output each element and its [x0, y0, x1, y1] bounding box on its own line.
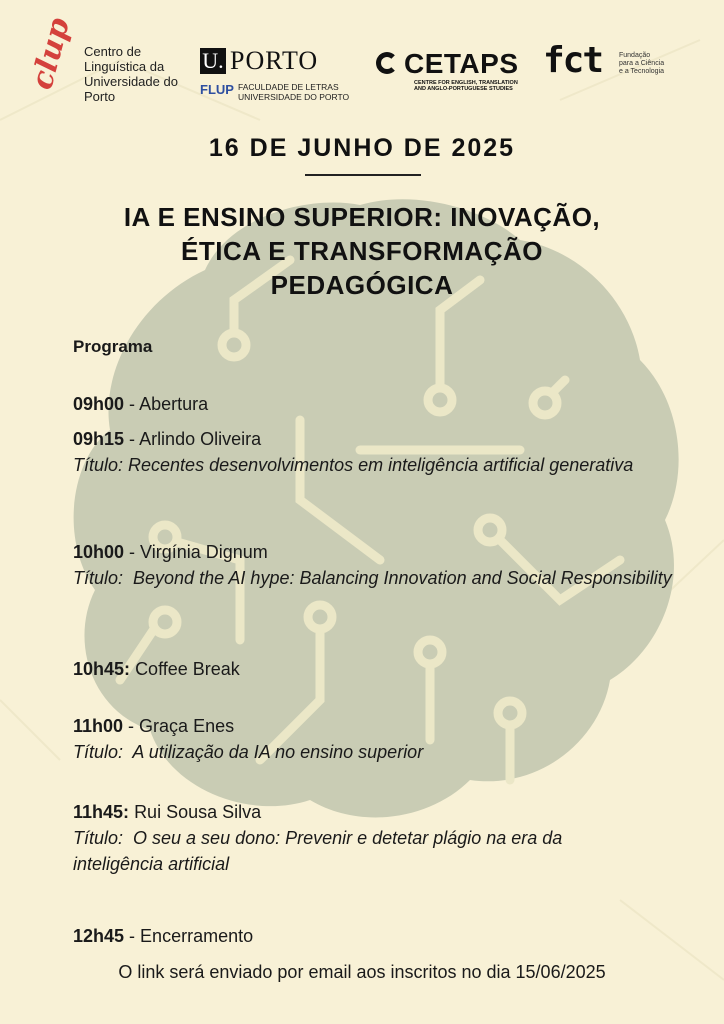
program-separator: - — [124, 429, 140, 449]
date-divider — [305, 174, 421, 176]
cetaps-word: CETAPS — [404, 48, 519, 79]
program-time: 10h45: — [73, 659, 131, 679]
fct-line: e a Tecnologia — [619, 68, 665, 75]
program-talk-title: Título: O seu a seu dono: Prevenir e detetar plágio na era da inteligência artificial — [73, 828, 568, 874]
program-time: 09h15 — [73, 429, 125, 449]
title-line: ÉTICA E TRANSFORMAÇÃO — [181, 236, 543, 266]
program-separator: - — [124, 926, 141, 946]
program-speaker: Coffee Break — [135, 659, 240, 679]
title-line: IA E ENSINO SUPERIOR: INOVAÇÃO, — [123, 202, 601, 232]
event-date: 16 DE JUNHO DE 2025 — [208, 134, 516, 162]
program-separator: - — [123, 716, 140, 736]
fct-line: para a Ciência — [619, 60, 665, 67]
fct-line: Fundação — [619, 52, 651, 59]
fct-word: fct — [543, 40, 603, 81]
cetaps-line: AND ANGLO-PORTUGUESE STUDIES — [414, 86, 513, 92]
program-item — [73, 656, 672, 682]
fct-subtitle — [619, 52, 664, 76]
programa-heading: Programa — [73, 337, 153, 356]
clup-line: Porto — [84, 89, 116, 104]
program-speaker: Rui Sousa Silva — [134, 802, 262, 822]
flup-line: FACULDADE DE LETRAS — [238, 82, 339, 92]
program-speaker: Abertura — [139, 394, 209, 414]
uporto-word: PORTO — [230, 46, 319, 75]
program-speaker: Arlindo Oliveira — [139, 429, 262, 449]
program-speaker: Virgínia Dignum — [140, 542, 268, 562]
program-time: 11h00 — [73, 716, 124, 736]
program-speaker: Graça Enes — [139, 716, 235, 736]
program-item — [73, 799, 653, 877]
event-title — [60, 200, 664, 302]
program-time: 11h45: — [73, 802, 130, 822]
program-speaker: Encerramento — [140, 926, 254, 946]
flup-line: UNIVERSIDADE DO PORTO — [238, 92, 350, 102]
uporto-u-mark: U. — [200, 48, 226, 74]
program-item — [73, 713, 672, 765]
flup-label: FLUP — [200, 82, 234, 97]
clup-logo-mark: clup — [24, 14, 77, 94]
cetaps-subtitle — [414, 80, 518, 92]
cetaps-c-icon — [376, 52, 398, 74]
program-item — [73, 539, 672, 591]
program-talk-title: Título: Recentes desenvolvimentos em inteligência artificial generativa — [73, 455, 634, 475]
program-item — [73, 391, 672, 417]
clup-line: Centro de — [84, 44, 142, 59]
cetaps-line: CENTRE FOR ENGLISH, TRANSLATION — [414, 80, 518, 86]
program-time: 09h00 — [73, 394, 125, 414]
program-item — [73, 923, 672, 949]
program-separator: - — [124, 394, 140, 414]
program-separator: - — [124, 542, 141, 562]
partner-logos — [0, 14, 724, 110]
program-time: 12h45 — [73, 926, 125, 946]
registration-note: O link será enviado por email aos inscritos no dia 15/06/2025 — [118, 962, 606, 982]
title-line: PEDAGÓGICA — [270, 270, 454, 300]
program-talk-title: Título: Beyond the AI hype: Balancing Innovation and Social Responsibility — [73, 568, 672, 588]
program-talk-title: Título: A utilização da IA no ensino superior — [73, 742, 424, 762]
clup-line: Universidade do — [84, 74, 178, 89]
clup-logo-text — [84, 44, 178, 104]
program-time: 10h00 — [73, 542, 125, 562]
program-item — [73, 426, 672, 478]
flup-subtitle — [238, 82, 349, 102]
clup-line: Linguística da — [84, 59, 165, 74]
